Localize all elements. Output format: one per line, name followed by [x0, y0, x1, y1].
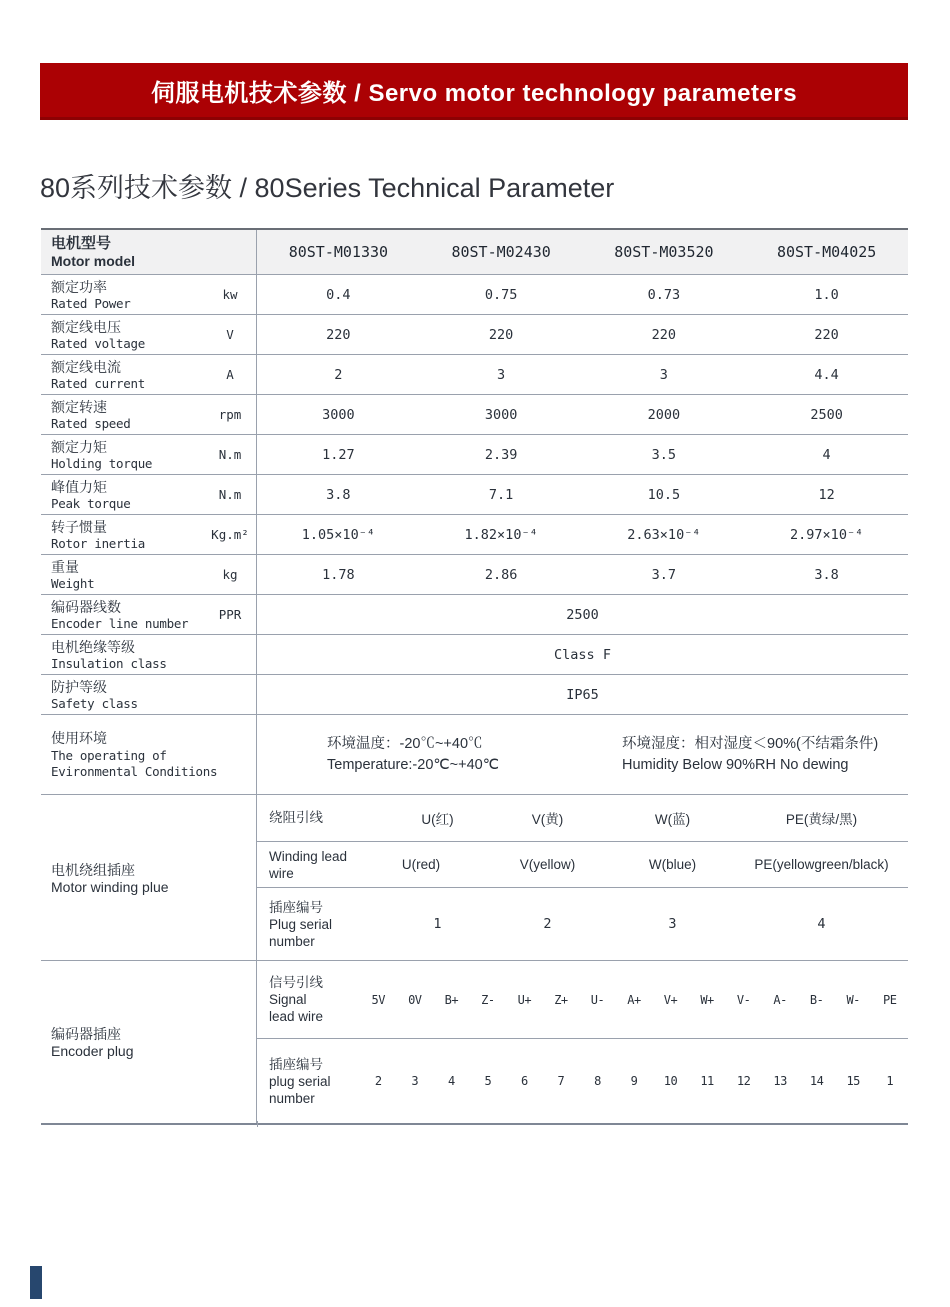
table-row-weight [41, 555, 908, 595]
winding-serial-1: 1 [433, 916, 442, 933]
signal-pin: B+ [444, 992, 459, 1007]
footer-page-mark [30, 1266, 42, 1299]
row-unit: N.m [218, 487, 242, 502]
row-label-zh: 防护等级 [51, 678, 107, 695]
row-label-zh: 电机绝缘等级 [51, 638, 135, 655]
winding-serial-3: 3 [668, 916, 677, 933]
cell-value: 220 [814, 326, 839, 343]
serial-pin: 2 [374, 1074, 382, 1088]
cell-value: 1.82×10⁻⁴ [464, 526, 538, 543]
signal-pin: V+ [663, 992, 678, 1007]
signal-pin: U+ [517, 992, 532, 1007]
row-label-en: The operating of [51, 748, 167, 763]
model-column-header: 80ST-M04025 [776, 243, 877, 261]
winding-lead-wire-en-row [257, 842, 908, 889]
cell-value: 0.4 [326, 286, 351, 303]
signal-pin: PE [882, 992, 897, 1007]
environment-humidity [622, 734, 878, 776]
subrow-label-en: Signal lead wire [269, 992, 324, 1024]
row-label-zh: 额定转速 [51, 398, 107, 415]
serial-pin: 14 [809, 1074, 824, 1088]
cell-value: 2000 [647, 406, 681, 423]
cell-value: 1.0 [814, 286, 839, 303]
serial-pin: 6 [521, 1074, 528, 1088]
table-row-insulation-class [41, 635, 908, 675]
row-label-en: Encoder plug [51, 1043, 134, 1059]
cell-value: 3 [659, 366, 668, 383]
row-unit: kg [222, 567, 238, 582]
serial-pin: 5 [484, 1074, 492, 1088]
cell-value: 1.05×10⁻⁴ [301, 526, 375, 543]
row-unit: A [226, 367, 234, 382]
subrow-label: Winding lead wire [269, 848, 348, 881]
cell-value-merged: 2500 [566, 606, 599, 623]
cell-value-merged: Class F [554, 646, 611, 663]
winding-serial-2: 2 [543, 916, 552, 933]
signal-pin: 0V [408, 992, 422, 1007]
table-row-rated-voltage [41, 315, 908, 355]
subrow-label: 绕阻引线 [269, 810, 323, 826]
row-unit: kw [222, 287, 238, 302]
model-column-header: 80ST-M02430 [451, 243, 551, 261]
row-label-zh: 使用环境 [51, 730, 107, 746]
row-label-en: Rated Power [51, 295, 131, 311]
row-label-zh: 转子惯量 [51, 518, 107, 535]
cell-value: 220 [326, 326, 351, 343]
winding-w-zh: W(蓝) [654, 811, 691, 827]
signal-pin: W- [846, 992, 860, 1007]
row-label-en: Weight [51, 575, 95, 591]
row-label-zh: 额定功率 [51, 278, 107, 295]
signal-pin: U- [590, 992, 605, 1007]
signal-pin: 5V [371, 992, 385, 1007]
subrow-label-en: Plug serial number [269, 916, 333, 949]
table-row-rotor-inertia [41, 515, 908, 555]
cell-value-merged: IP65 [566, 686, 599, 703]
signal-pin: Z- [481, 992, 495, 1007]
cell-value: 220 [488, 326, 514, 343]
section-banner [40, 63, 908, 120]
row-label-en: Rated speed [51, 415, 131, 431]
cell-value: 3 [497, 366, 506, 383]
table-row-peak-torque [41, 475, 908, 515]
environment-humidity-zh: 环境湿度：相对湿度＜90%(不结霜条件) [622, 735, 879, 752]
row-label-zh: 额定线电流 [51, 358, 121, 375]
table-row-rated-power [41, 275, 908, 315]
row-label-zh: 额定力矩 [51, 438, 107, 455]
cell-value: 2.86 [484, 566, 518, 583]
winding-u-en: U(red) [401, 857, 441, 873]
row-label-en: Safety class [51, 695, 138, 711]
cell-value: 7.1 [488, 486, 514, 503]
cell-value: 3.7 [651, 566, 677, 583]
serial-pin: 8 [594, 1074, 601, 1088]
cell-value: 2.97×10⁻⁴ [790, 526, 864, 543]
row-label-en: Encoder line number [51, 615, 189, 631]
row-label-en: Rated current [51, 375, 145, 391]
subrow-label-zh: 插座编号 [269, 1056, 323, 1072]
cell-value: 2.39 [484, 446, 518, 463]
subrow-label-zh: 信号引线 [269, 975, 323, 990]
winding-pe-en: PE(yellowgreen/black) [754, 857, 889, 873]
row-label-zh: 峰值力矩 [51, 478, 107, 495]
cell-value: 2 [334, 366, 343, 383]
cell-value: 1.78 [322, 566, 355, 583]
cell-value: 0.73 [647, 286, 681, 303]
model-column-header: 80ST-M03520 [614, 243, 714, 261]
cell-value: 3.8 [326, 486, 351, 503]
model-column-header: 80ST-M01330 [288, 243, 389, 261]
cell-value: 3000 [484, 406, 518, 423]
signal-pin: A- [773, 992, 787, 1007]
column-divider-tail [257, 1121, 258, 1127]
cell-value: 1.27 [322, 446, 355, 463]
table-header-row [41, 230, 908, 275]
cell-value: 0.75 [484, 286, 518, 303]
serial-pin: 12 [736, 1074, 751, 1088]
row-label-zh: 电机绕组插座 [51, 861, 135, 878]
winding-serial-4: 4 [817, 916, 826, 933]
subrow-label-en: plug serial number [269, 1073, 331, 1106]
signal-pin: V- [736, 992, 751, 1007]
signal-pin: Z+ [554, 992, 568, 1007]
cell-value: 3000 [322, 406, 355, 423]
row-label-en: Rated voltage [51, 335, 145, 351]
row-label-zh: 重量 [51, 558, 79, 575]
cell-value: 2.63×10⁻⁴ [627, 526, 701, 543]
table-row-encoder-plug [41, 961, 908, 1123]
environment-temperature-zh: 环境温度：-20℃~+40℃ [327, 735, 483, 752]
table-row-safety-class [41, 675, 908, 715]
signal-pin: W+ [700, 992, 714, 1007]
row-label-en: Rotor inertia [51, 535, 145, 551]
row-label-zh: 编码器线数 [51, 598, 121, 615]
row-label-zh: 额定线电压 [51, 318, 121, 335]
row-unit: V [226, 327, 234, 342]
winding-v-zh: V(黄) [531, 811, 564, 827]
row-unit: N.m [218, 447, 242, 462]
row-unit: Kg.m² [211, 527, 249, 542]
row-label-en: Peak torque [51, 495, 131, 511]
table-row-rated-speed [41, 395, 908, 435]
row-unit: PPR [218, 607, 242, 622]
serial-pin: 7 [557, 1074, 565, 1088]
encoder-signal-row [257, 961, 908, 1039]
spec-table [41, 228, 908, 1125]
header-label-zh: 电机型号 [51, 235, 112, 252]
serial-pin: 15 [846, 1074, 860, 1088]
page-title: 80系列技术参数 / 80Series Technical Parameter [40, 173, 615, 203]
environment-temperature [327, 734, 577, 776]
winding-lead-wire-zh-row [257, 795, 908, 842]
table-row-encoder-line-number [41, 595, 908, 635]
cell-value: 3.5 [651, 446, 677, 463]
header-label-cell [41, 230, 257, 274]
cell-value: 12 [818, 486, 835, 503]
table-row-motor-winding-plug [41, 795, 908, 961]
serial-pin: 4 [447, 1074, 455, 1088]
serial-pin: 11 [700, 1074, 714, 1088]
winding-u-zh: U(红) [421, 811, 454, 827]
winding-w-en: W(blue) [648, 857, 697, 873]
header-label-en: Motor model [51, 253, 135, 269]
serial-pin: 10 [663, 1074, 678, 1088]
table-row-rated-current [41, 355, 908, 395]
serial-pin: 9 [630, 1074, 638, 1088]
row-unit: rpm [218, 407, 242, 422]
signal-pin: A+ [627, 992, 641, 1007]
cell-value: 3.8 [814, 566, 839, 583]
serial-pin: 3 [411, 1074, 419, 1088]
serial-pin: 1 [886, 1074, 894, 1088]
table-row-environment [41, 715, 908, 795]
table-row-holding-torque [41, 435, 908, 475]
encoder-serial-row [257, 1039, 908, 1123]
row-label-zh: 编码器插座 [51, 1026, 121, 1042]
row-label-en: Evironmental Conditions [51, 764, 218, 779]
banner-title: 伺服电机技术参数 / Servo motor technology parameters [150, 79, 798, 107]
cell-value: 2500 [810, 406, 843, 423]
environment-humidity-en: Humidity Below 90%RH No dewing [622, 756, 849, 773]
environment-temperature-en: Temperature:-20℃~+40℃ [327, 756, 500, 773]
winding-plug-serial-row [257, 888, 908, 960]
cell-value: 10.5 [647, 486, 681, 503]
winding-v-en: V(yellow) [519, 857, 576, 873]
cell-value: 4 [822, 446, 831, 463]
winding-pe-zh: PE(黄绿/黑) [785, 811, 858, 827]
row-label-en: Holding torque [51, 455, 153, 471]
cell-value: 220 [651, 326, 677, 343]
subrow-label-zh: 插座编号 [269, 899, 323, 915]
row-label-en: Insulation class [51, 655, 167, 671]
signal-pin: B- [809, 992, 824, 1007]
cell-value: 4.4 [814, 366, 839, 383]
serial-pin: 13 [773, 1074, 787, 1088]
row-label-en: Motor winding plue [51, 878, 169, 895]
